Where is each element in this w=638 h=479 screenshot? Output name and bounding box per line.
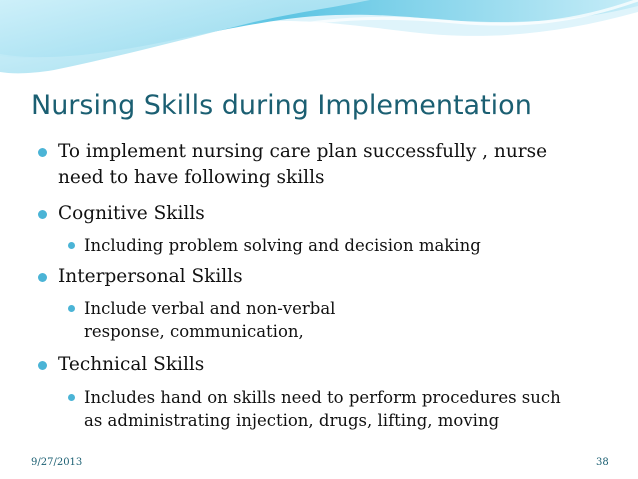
bullet-text-line: Technical Skills	[58, 354, 205, 375]
bullet-cognitive-skills	[58, 201, 205, 227]
bullet-dot-icon	[38, 148, 47, 157]
bullet-technical-skills	[58, 352, 204, 378]
bullet-dot-icon	[38, 210, 47, 219]
bullet-text-line: Includes hand on skills need to perform procedures such	[84, 388, 561, 407]
bullet-text-line: Cognitive Skills	[58, 203, 205, 224]
bullet-text-line: as administrating injection, drugs, lifting, moving	[84, 411, 500, 430]
sub-bullet-dot-icon	[68, 242, 75, 249]
bullet-dot-icon	[38, 273, 47, 282]
sub-bullet-dot-icon	[68, 305, 75, 312]
bullet-text-line: need to have following skills	[58, 167, 325, 188]
slide-date: 9/27/2013	[31, 457, 83, 468]
slide-title: Nursing Skills during Implementation	[31, 90, 532, 121]
bullet-dot-icon	[38, 361, 47, 370]
bullet-text-line: To implement nursing care plan successfully , nurse	[58, 141, 548, 162]
slide-page-number: 38	[596, 457, 609, 468]
sub-bullet-dot-icon	[68, 394, 75, 401]
bullet-text-line: Include verbal and non-verbal	[84, 299, 336, 318]
bullet-skills-intro	[58, 139, 547, 191]
sub-bullet-interpersonal-detail	[84, 297, 335, 343]
bullet-text-line: Including problem solving and decision making	[84, 236, 481, 255]
bullet-interpersonal-skills	[58, 264, 243, 290]
bullet-text-line: response, communication,	[84, 322, 304, 341]
sub-bullet-cognitive-detail	[84, 234, 481, 257]
sub-bullet-technical-detail	[84, 386, 561, 432]
bullet-text-line: Interpersonal Skills	[58, 266, 243, 287]
